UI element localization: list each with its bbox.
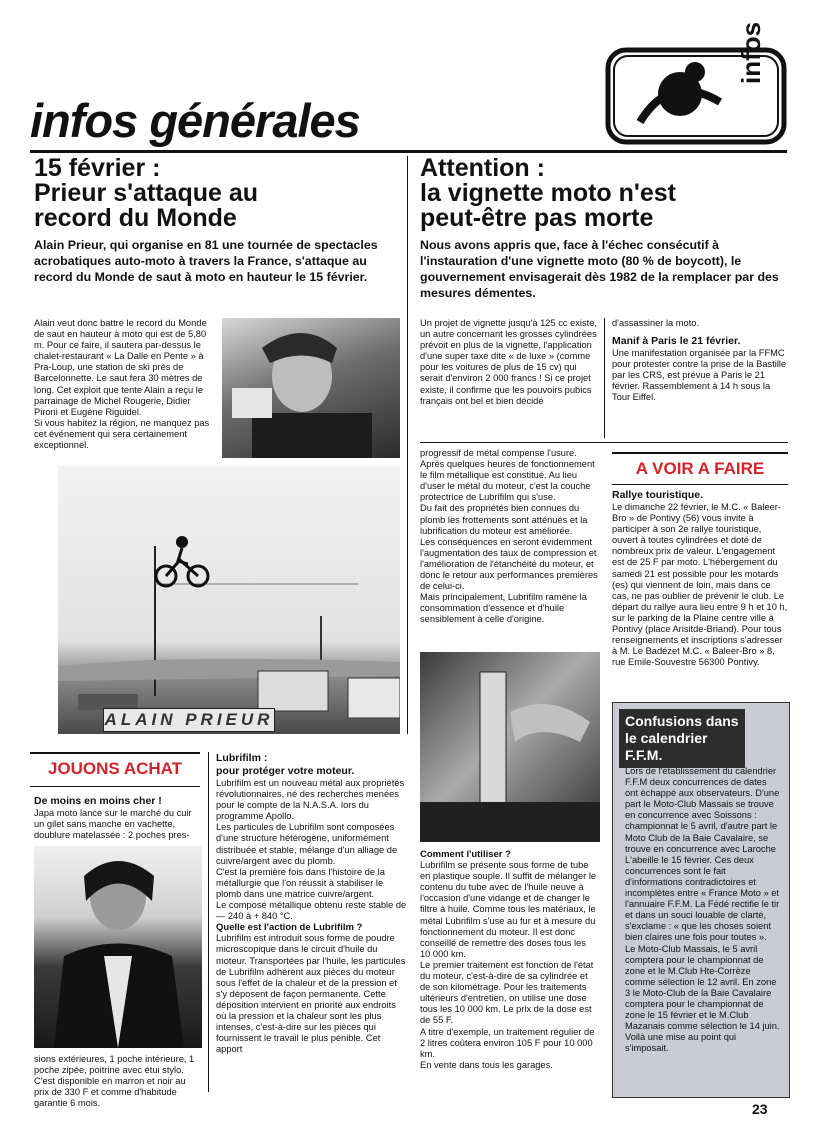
lubrifilm-col1 [216,752,408,1055]
jouons-rule-bottom [30,786,200,787]
right-article-col2 [612,318,788,404]
logo-text: infos [736,21,766,84]
person-in-vest-icon [34,846,202,1048]
tube-application-icon [420,652,600,842]
paragraph: Lubrifilm se présente sous forme de tube en plastique souple. Il suffit de mélanger le contenu du tube avec de l'huile neuve à l'occasion d'une vidange et de changer le filtre à huile. Comme tous les matériaux, le métal Lubrifilm s'use au fur et à mesure du fonctionnement du moteur. Il est donc conseillé de remettre des doses tous les 10 000 km. [420,860,597,959]
paragraph: En vente dans tous les garages. [420,1059,553,1070]
paragraph: Voilà une mise au point qui s'imposait. [625,1032,737,1054]
right-article-rule [420,442,788,443]
confusions-title [619,709,745,768]
jouons-rule [30,752,200,754]
avoir-rule [612,452,788,454]
right-article-col1: Un projet de vignette jusqu'à 125 cc existe, un autre concernant les grosses cylindrées prévoit en plus de la vignette, l'application d'une super taxe dite « de luxe » (comme pour les voitures de plus de 15 cv) qui serait d'environ 2 000 francs ! Si ce projet existe, il confirme que les pouvoirs pubics français ont bel et bien décidé [420,318,597,406]
infos-logo [600,21,787,146]
paragraph: A titre d'exemple, un traitement régulier de 2 litres coûtera environ 105 F pour 10 000 km. [420,1026,595,1059]
header-rule [30,150,787,153]
confusions-box [612,702,790,1098]
jouons-body-bottom: sions extérieures, 1 poche intérieure, 1 poche zipée, poitrine avec étui stylo. C'est disponible en marron et noir au prix de 330 F et comme d'habitude garantie 6 mois. [34,1054,195,1109]
right-article-title [420,156,790,231]
title-line: 15 février : [34,154,161,182]
vest-photo [34,846,202,1048]
paragraph: C'est la première fois dans l'histoire de la métallurgie que l'on réussit à stabiliser le plomb dans une matrice cuivre/argent. [216,866,385,899]
avoir-body [612,489,788,668]
title-line: Prieur s'attaque au [34,179,259,207]
avoir-heading: A VOIR A FAIRE [635,459,765,478]
paragraph: Alain veut donc battre le record du Monde de saut en hauteur à moto qui est de 5,80 m. Pour ce faire, il sautera par-dessus le chalet-restaurant « La Dalle en Pente » à Pra-Loup, une station de ski près de Barcelonnette. Le saut fera 30 mètres de long. Cet exploit que tente Alain a reçu le parrainage de Michel Rougerie, Didier Pironi et Eugène Riguidel. [34,318,207,417]
title-line: le calendrier F.F.M. [625,730,708,763]
paragraph: Une manifestation organisée par la FFMC pour protester contre la prise de la Bastille par les CRS, est prévue à Paris le 21 février. Rassemblement à 14 h sous la Tour Eiffel. [612,348,787,403]
small-divider [604,318,605,438]
paragraph: Les conséquences en seront évidemment l'augmentation des taux de compression et l'amélioration de l'étanchéité du moteur, et donc le retour aux performances premières de celui-ci. [420,536,598,592]
paragraph: Lubrifilm est introduit sous forme de poudre microscopique dans le circuit d'huile du moteur. Transportées par l'huile, les particules de Lubrifilm adhèrent aux pièces du moteur sous l'effet de la chaleur et de la pression et s'y déposent de façon permanente. Cette déposition intervient en priorité aux endroits où la pression et la chaleur sont les plus intenses, c'est-à-dire sur les pièces qui fournissent le travail le plus pénible. Cet apport [216,933,406,1055]
left-article-title [34,156,404,231]
paragraph: Japa moto lance sur le marché du cuir un gilet sans manche en vachette, doublure matelassée : 2 poches pres- [34,808,192,841]
right-article-lead: Nous avons appris que, face à l'échec consécutif à l'instauration d'une vignette moto (80 % de boycott), le gouvernement envisagerait dès 1982 de la remplacer par des mesures démentes. [420,238,779,300]
paragraph: Le Moto-Club Massais, le 5 avril comptera pour le championnat de zone et le M.Club Hte-Corrèze comme sélection le 12 avril. En zone 3 le Moto-Club de la Baie Cavalaire comptera pour le championnat de zone le 15 février et le M.Club Mazanais comme sélection le 14 juin. [625,943,780,1032]
paragraph: Si vous habitez la région, ne manquez pas cet événement qui sera certainement exceptionnel. [34,417,210,451]
lubrifilm-col2-top [420,448,598,626]
jouons-body-top [34,794,202,841]
jouons-heading: JOUONS ACHAT [47,759,183,778]
title-line: record du Monde [34,204,237,232]
paragraph: Les particules de Lubrifilm sont composées d'une structure hétérogène, uniformément distribuée et stable, mélange d'un alliage de cuivre/argent avec du plomb. [216,822,398,866]
title-line: Confusions dans [625,713,739,729]
page-number: 23 [752,1101,768,1117]
lubrifilm-subheading: pour protéger votre moteur. [216,765,355,777]
lubrifilm-col2-bottom [420,849,598,1071]
photo-banner: ALAIN PRIEUR [103,708,275,732]
product-photo [420,652,600,842]
title-line: peut-être pas morte [420,204,654,232]
jouons-subheading: De moins en moins cher ! [34,795,162,807]
portrait-photo [222,318,400,458]
jump-photo [58,466,400,734]
motorcycle-jump-icon [58,466,400,734]
lubrifilm-heading: Lubrifilm : [216,752,268,764]
left-article-body [34,318,212,451]
left-article-lead: Alain Prieur, qui organise en 81 une tournée de spectacles acrobatiques auto-moto à travers la France, s'attaque au record du Monde de saut à moto en hauteur le 15 février. [34,238,378,284]
rallye-heading: Rallye touristique. [612,489,704,501]
paragraph: Le premier traitement est fonction de l'état du moteur, c'est-à-dire de sa cylindrée et de son kilométrage. Pour les traitements ultérieurs d'entretien, on utilise une dose tous les 10 000 km. Le prix de la dose est de 55 F. [420,959,594,1026]
confusions-body [625,766,781,1054]
paragraph: d'assassiner la moto. [612,318,700,328]
paragraph: Lubrifilm est un nouveau métal aux propriétés révolutionnaires, né des recherches menées pour le compte de la N.A.S.A. lors du programme Apollo. [216,778,405,822]
paragraph: Le dimanche 22 février, le M.C. « Baleer-Bro » de Pontivy (56) vous invite à participer à son 2e rallye touristique, ouvert à toutes cylindrées et doté de nombreux prix de valeur. L'engagement est de 25 F par moto. L'hébergement du samedi 21 est possible pour les motards (es) qui viennent de loin, mais dans ce cas, ne pas oublier de prévenir le club. Le départ du rallye aura lieu entre 9 h et 10 h, sur le parking de la Plaine centre ville à Pontivy (place Arisitde-Briand). Pour tous renseignements et inscriptions s'adresser à M. Le Badézet M.C. « Baleer-Bro » 8, rue Emile-Souvestre 56300 Pontivy. [612,502,788,668]
title-line: Attention : [420,154,545,182]
how-to-use-heading: Comment l'utiliser ? [420,849,511,860]
column-divider [407,156,408,734]
action-heading: Quelle est l'action de Lubrifilm ? [216,922,363,934]
paragraph: Lors de l'établissement du calendrier F.F.M deux concurrences de dates ont échappé aux observateurs. D'une part le Moto-Club Massais se trouve en concurrence avec Soissons : championnat le 5 avril, d'autre part le Moto Club de la Baie Cavalaire, se trouve en concurrence avec Laroche L'abeille le 15 février. Ces deux concurrences sont le fait d'informations contradictoires et incomplètes entre « France Moto » et l'annuaire F.F.M. La Fédé rectifie le tir et dans un souci louable de clarté, s'exclame : « que les choses soient bien claires une fois pour toutes ». [625,766,780,943]
avoir-rule-bottom [612,484,788,485]
section-title: infos générales [30,94,360,147]
paragraph: Le composé métallique obtenu reste stable de — 240 à + 840 °C. [216,900,407,922]
rider-portrait-icon [222,318,400,458]
manif-heading: Manif à Paris le 21 février. [612,335,741,348]
column-divider-lower [208,752,209,1092]
paragraph: Mais principalement, Lubrifilm ramène la consommation d'essence et d'huile sensiblement à celle d'origine. [420,592,587,625]
paragraph: progressif de métal compense l'usure. Après quelques heures de fonctionnement le film métallique est constitué. Au lieu d'user le métal du moteur, c'est la couche protectrice de Lubrifilm qui s'use. [420,448,595,503]
title-line: la vignette moto n'est [420,179,676,207]
paragraph: Du fait des propriétés bien connues du plomb les frottements sont atténués et la lubrification du moteur est améliorée. [420,503,588,536]
